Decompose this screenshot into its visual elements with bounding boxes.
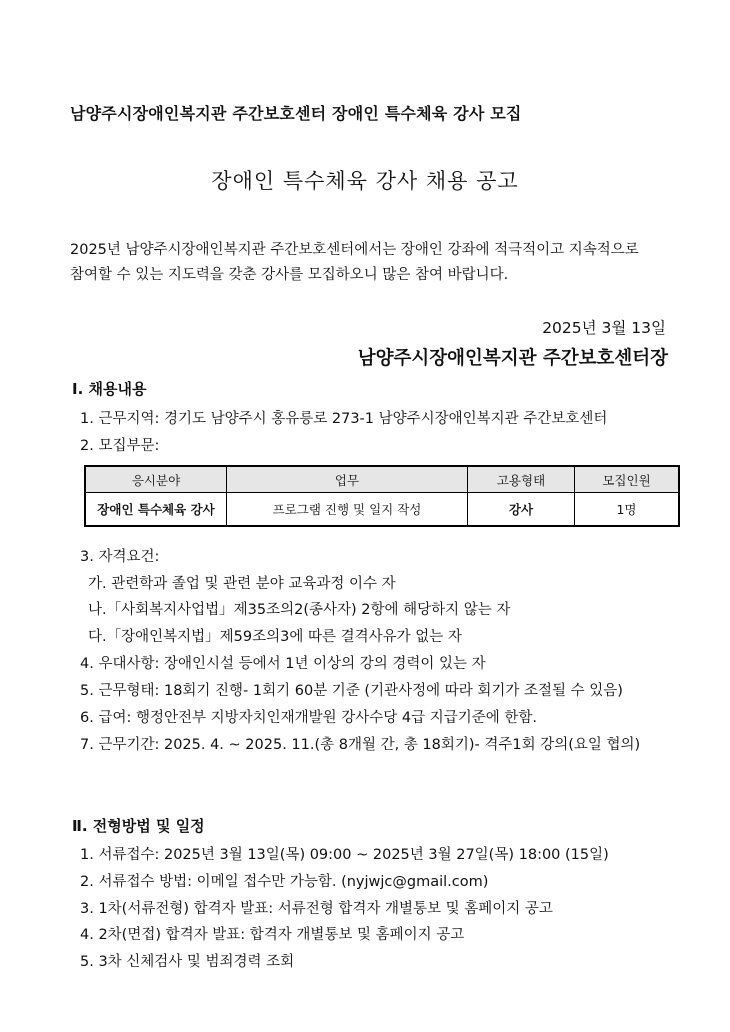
section-2-item: 2. 서류접수 방법: 이메일 접수만 가능함. (nyjwjc@gmail.com): [80, 874, 489, 890]
table-cell: 1명: [575, 493, 680, 527]
section-1-subitem: 가. 관련학과 졸업 및 관련 분야 교육과정 이수 자: [88, 576, 396, 592]
table-cell: 프로그램 진행 및 일지 작성: [227, 493, 468, 527]
table-header-cell: 응시분야: [85, 466, 227, 493]
section-2-item: 3. 1차(서류전형) 합격자 발표: 서류전형 합격자 개별통보 및 홈페이지 공고: [80, 901, 553, 917]
table-header-row: [85, 466, 679, 493]
section-1-title: Ⅰ. 채용내용: [72, 380, 147, 398]
announcement-date: 2025년 3월 13일: [542, 319, 666, 337]
section-1-item: 6. 급여: 행정안전부 지방자치인재개발원 강사수당 4급 지급기준에 한함.: [80, 710, 538, 726]
intro-paragraph: 2025년 남양주시장애인복지관 주간보호센터에서는 장애인 강좌에 적극적이고 지속적으로 참여할 수 있는 지도력을 갖춘 강사를 모집하오니 많은 참여 바랍니다.: [70, 242, 639, 283]
table-header-cell: 고용형태: [468, 466, 575, 493]
section-1-item: 7. 근무기간: 2025. 4. ~ 2025. 11.(총 8개월 간, 총 18회기)- 격주1회 강의(요일 협의): [80, 737, 641, 753]
section-2-title: Ⅱ. 전형방법 및 일정: [72, 817, 205, 835]
recruitment-table: [84, 465, 680, 527]
section-2-item: 1. 서류접수: 2025년 3월 13일(목) 09:00 ~ 2025년 3월 27일(목) 18:00 (15일): [80, 847, 609, 863]
section-1-subitem: 나.「사회복지사업법」제35조의2(종사자) 2항에 해당하지 않는 자: [88, 602, 511, 618]
table-cell: 장애인 특수체육 강사: [85, 493, 227, 527]
section-1-subitem: 다.「장애인복지법」제59조의3에 따른 결격사유가 없는 자: [88, 629, 462, 645]
section-1-item: 5. 근무형태: 18회기 진행- 1회기 60분 기준 (기관사정에 따라 회기가 조절될 수 있음): [80, 683, 623, 699]
table-row: [85, 493, 679, 527]
section-1-item: 4. 우대사항: 장애인시설 등에서 1년 이상의 강의 경력이 있는 자: [80, 656, 486, 672]
section-2-item: 4. 2차(면접) 합격자 발표: 합격자 개별통보 및 홈페이지 공고: [80, 927, 465, 943]
section-1-item: 1. 근무지역: 경기도 남양주시 홍유릉로 273-1 남양주시장애인복지관 주간보호센터: [80, 411, 608, 427]
section-2-item: 5. 3차 신체검사 및 범죄경력 조회: [80, 954, 295, 970]
table-cell: 강사: [468, 493, 575, 527]
table-header-cell: 업무: [227, 466, 468, 493]
table-header-cell: 모집인원: [575, 466, 680, 493]
section-1-item: 2. 모집부문:: [80, 438, 160, 454]
main-title: 장애인 특수체육 강사 채용 공고: [211, 169, 519, 193]
section-1-item: 3. 자격요건:: [80, 549, 160, 565]
signer: 남양주시장애인복지관 주간보호센터장: [357, 348, 668, 369]
header-title: 남양주시장애인복지관 주간보호센터 장애인 특수체육 강사 모집: [70, 104, 522, 123]
